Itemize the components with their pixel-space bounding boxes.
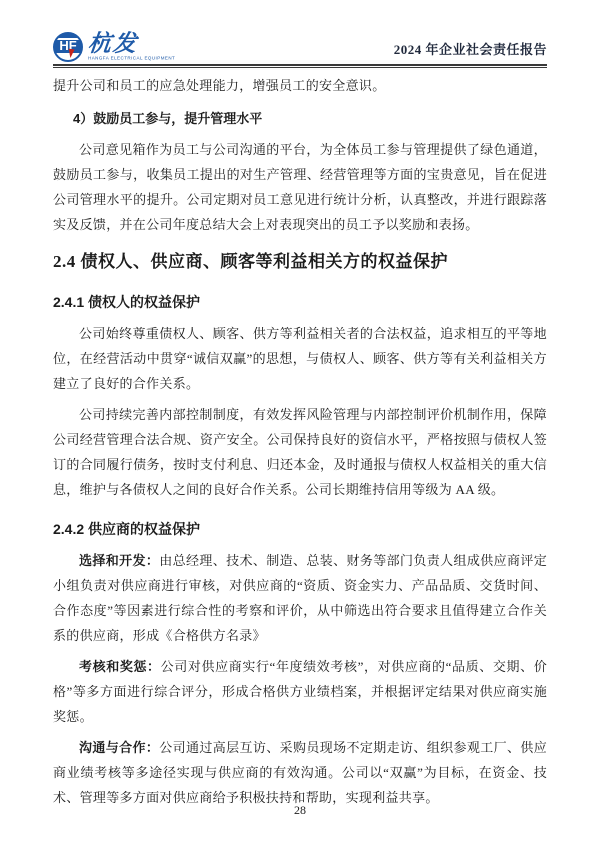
paragraph-suggestion-box: 公司意见箱作为员工与公司沟通的平台，为全体员工参与管理提供了绿色通道，鼓励员工参与，收集员工提出的对生产管理、经营管理等方面的宝贵意见，旨在促进公司管理水平的提升。公司定期对员工意见进行统计分析，认真整改，并进行跟踪落实及反馈，并在公司年度总结大会上对表现突出的员工予以奖励和表扬。	[53, 142, 547, 232]
supplier-selection-text: 由总经理、技术、制造、总装、财务等部门负责人组成供应商评定小组负责对供应商进行审核，对供应商的“资质、资金实力、产品品质、交货时间、合作态度”等因素进行综合性的考察和评价，从中筛选出符合要求且值得建立合作关系的供应商，形成《合格供方名录》	[53, 553, 547, 643]
logo-wordmark	[88, 32, 185, 62]
supplier-assessment-text: 公司对供应商实行“年度绩效考核”，对供应商的“品质、交期、价格”等多方面进行综合评分，形成合格供方业绩档案，并根据评定结果对供应商实施奖惩。	[53, 659, 547, 724]
supplier-communication-text: 公司通过高层互访、采购员现场不定期走访、组织参观工厂、供应商业绩考核等多途径实现与供应商的有效沟通。公司以“双赢”为目标，在资金、技术、管理等多方面对供应商给予积极扶持和帮助，实现利益共享。	[53, 740, 547, 805]
section-2-4-title: 2.4 债权人、供应商、顾客等利益相关方的权益保护	[53, 252, 448, 271]
document-body	[53, 73, 547, 810]
hf-emblem-icon	[53, 32, 83, 62]
page-header	[53, 0, 547, 62]
red-sail-icon	[67, 49, 74, 59]
paragraph-creditor-respect: 公司始终尊重债权人、顾客、供方等利益相关者的合法权益，追求相互的平等地位，在经营活动中贯穿“诚信双赢”的思想，与债权人、顾客、供方等有关利益相关方建立了良好的合作关系。	[53, 326, 547, 391]
report-title: 2024 年企业社会责任报告	[393, 42, 547, 57]
brand-tagline-text: HANGFA ELECTRICAL EQUIPMENT	[88, 56, 176, 62]
paragraph-supplier-selection	[53, 548, 547, 648]
supplier-communication-label: 沟通与合作：	[79, 740, 160, 755]
paragraph-supplier-communication	[53, 735, 547, 810]
section-2-4-2-title: 2.4.2 供应商的权益保护	[53, 521, 201, 537]
heading-encourage-participation: 4）鼓励员工参与，提升管理水平	[73, 111, 263, 126]
supplier-selection-label: 选择和开发：	[79, 553, 160, 568]
section-2-4-1-title: 2.4.1 债权人的权益保护	[53, 294, 201, 310]
paragraph-supplier-assessment	[53, 654, 547, 729]
brand-script-text: 杭发	[86, 31, 140, 56]
paragraph-creditor-credit: 公司持续完善内部控制制度，有效发挥风险管理与内部控制评价机制作用，保障公司经营管理合法合规、资产安全。公司保持良好的资信水平，严格按照与债权人签订的合同履行债务，按时支付利息、归还本金，及时通报与债权人权益相关的重大信息，维护与各债权人之间的良好合作关系。公司长期维持信用等级为 AA 级。	[53, 407, 547, 497]
header-double-rule	[53, 64, 547, 68]
emblem-letters: HF	[59, 37, 77, 53]
supplier-assessment-label: 考核和奖惩：	[79, 659, 161, 674]
continuation-paragraph: 提升公司和员工的应急处理能力，增强员工的安全意识。	[53, 78, 386, 93]
company-logo	[53, 32, 185, 62]
page-number: 28	[294, 803, 306, 817]
